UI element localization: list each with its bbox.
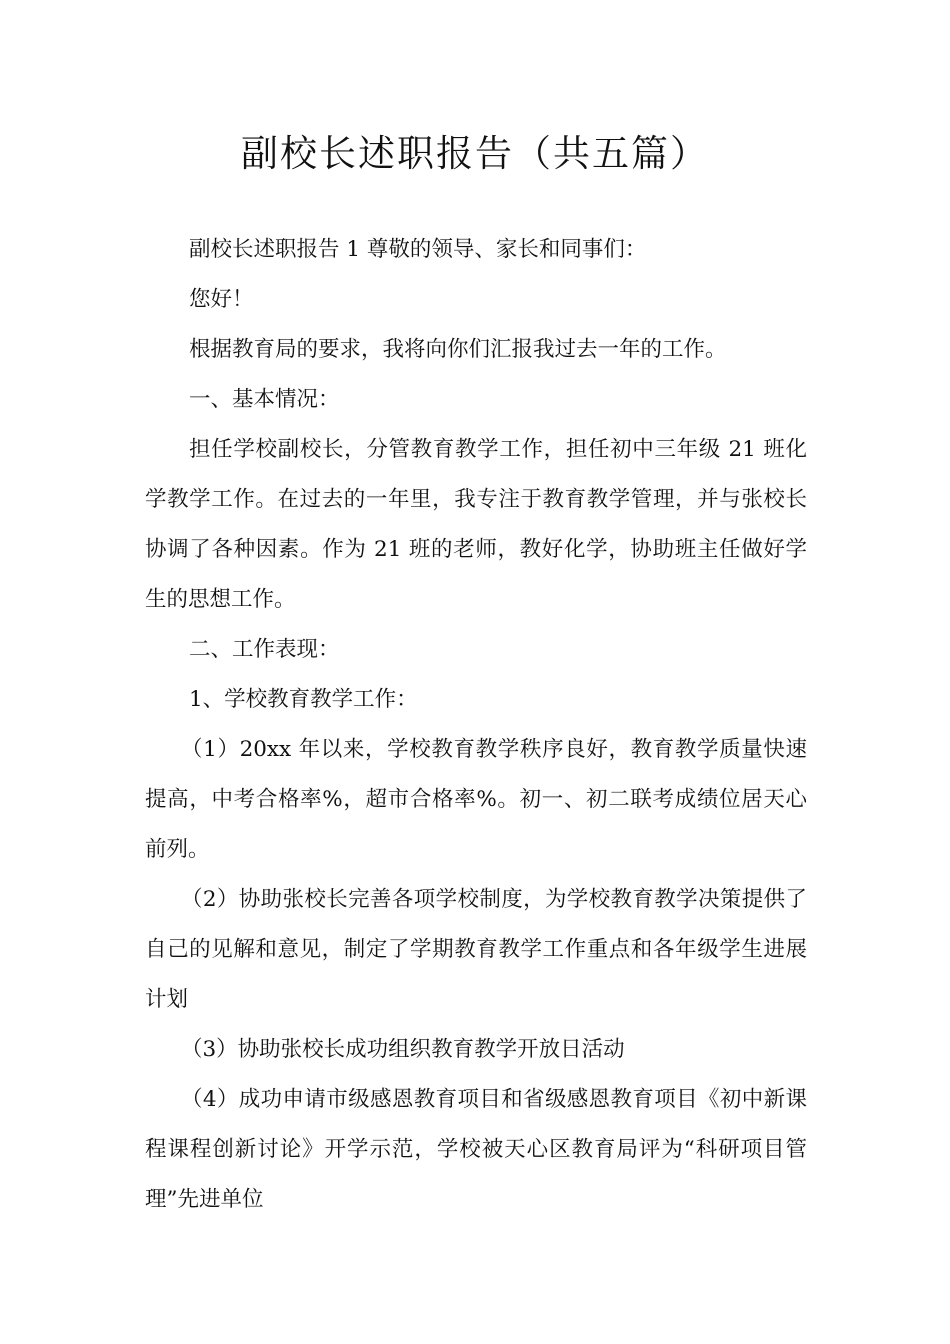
document-title: 副校长述职报告（共五篇） bbox=[241, 132, 709, 175]
paragraph-salutation: 您好！ bbox=[189, 287, 254, 312]
paragraph-intro: 根据教育局的要求，我将向你们汇报我过去一年的工作。 bbox=[189, 337, 727, 362]
document-body bbox=[145, 225, 807, 1225]
paragraph-item-4: （4）成功申请市级感恩教育项目和省级感恩教育项目《初中新课程课程创新讨论》开学示范，学校被天心区教育局评为“科研项目管理”先进单位 bbox=[145, 1087, 807, 1212]
paragraph-basic-info: 担任学校副校长，分管教育教学工作，担任初中三年级 21 班化学教学工作。在过去的一年里，我专注于教育教学管理，并与张校长协调了各种因素。作为 21 班的老师，教好化学，协助班主任做好学生的思想工作。 bbox=[145, 437, 807, 612]
paragraph-item-1: （1）20xx 年以来，学校教育教学秩序良好，教育教学质量快速提高，中考合格率%，超市合格率%。初一、初二联考成绩位居天心前列。 bbox=[145, 737, 807, 862]
paragraph-item-2: （2）协助张校长完善各项学校制度，为学校教育教学决策提供了自己的见解和意见，制定了学期教育教学工作重点和各年级学生进展计划 bbox=[145, 887, 807, 1012]
section-heading-basic-info: 一、基本情况： bbox=[189, 387, 340, 412]
paragraph-item-3: （3）协助张校长成功组织教育教学开放日活动 bbox=[181, 1037, 625, 1062]
paragraph-greeting-header: 副校长述职报告 1 尊敬的领导、家长和同事们： bbox=[189, 237, 647, 262]
section-heading-performance: 二、工作表现： bbox=[189, 637, 340, 662]
subsection-heading-teaching: 1、学校教育教学工作： bbox=[189, 687, 418, 712]
